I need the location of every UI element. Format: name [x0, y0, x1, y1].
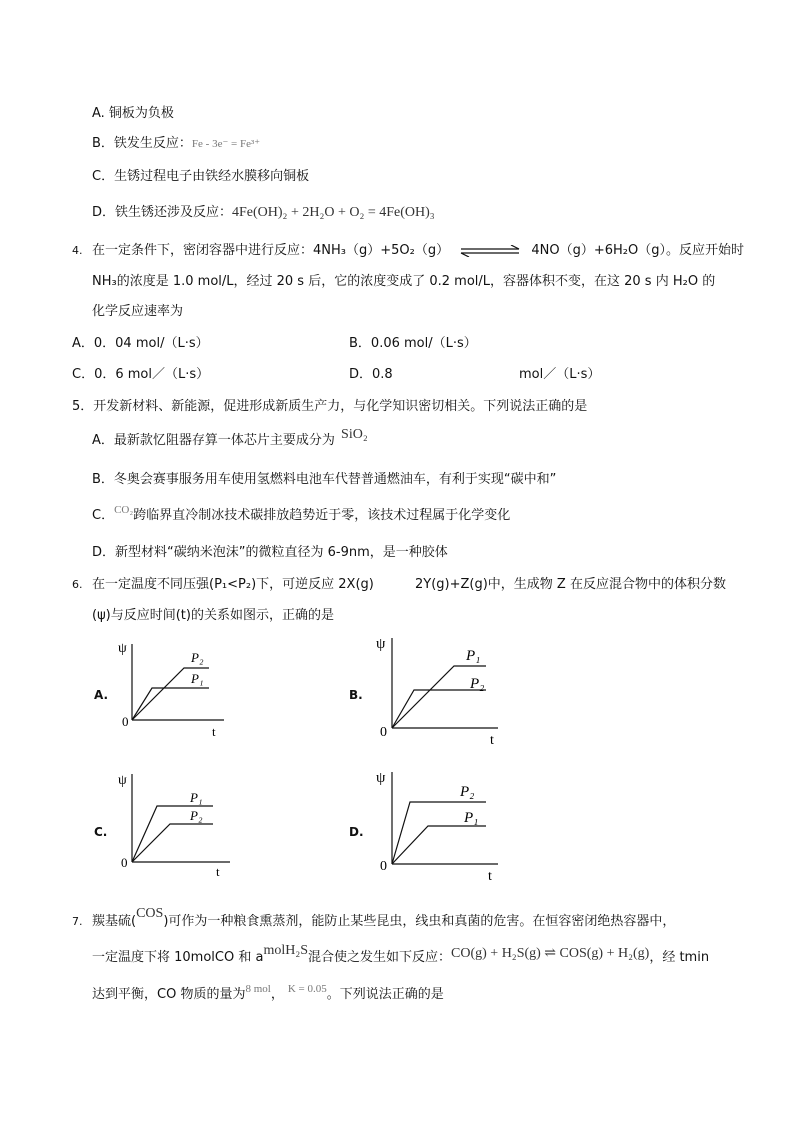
- q4-stem-line1: 在一定条件下，密闭容器中进行反应：4NH₃（g）+5O₂（g） 4NO（g）+6H₂O（g）。反应开始时: [92, 243, 745, 258]
- q3-option-c: C．生锈过程电子由铁经水膜移向铜板: [92, 169, 310, 184]
- curve-top-label: P₂: [460, 784, 475, 800]
- q4-stem-line2: NH₃的浓度是 1.0 mol/L，经过 20 s 后，它的浓度变成了 0.2 mol/L，容器体积不变，在这 20 s 内 H₂O 的: [92, 274, 716, 289]
- curve-top-label: P₂: [191, 650, 204, 665]
- q3-option-d-formula: 4Fe(OH)₂ + 2H₂O + O₂ = 4Fe(OH)₃: [232, 205, 435, 220]
- y-axis-label: ψ: [118, 641, 127, 656]
- q5-option-c-formula: CO₂: [114, 504, 134, 516]
- q6-graph-a: [112, 638, 232, 738]
- curve-bottom-label: P₂: [470, 676, 485, 692]
- q3-option-b: B．铁发生反应：Fe - 3e⁻ = Fe³⁺: [92, 136, 261, 151]
- curve-top-label: P₁: [190, 790, 203, 805]
- curve-bottom-label: P₁: [464, 810, 479, 826]
- q4-option-d: D．0.8: [349, 367, 393, 382]
- q5-option-d: D．新型材料“碳纳米泡沫”的微粒直径为 6-9nm，是一种胶体: [92, 545, 448, 560]
- q4-option-c: C．0．6 mol／（L·s）: [72, 367, 210, 382]
- q4-option-a: A．0．04 mol/（L·s）: [72, 336, 209, 351]
- curve-bottom: [392, 690, 486, 728]
- q7-mol8: 8 mol: [245, 983, 271, 995]
- x-axis-label: t: [488, 869, 492, 884]
- curve-top-label: P₁: [466, 648, 481, 664]
- q7-cos-formula: COS: [136, 906, 164, 921]
- origin-label: 0: [121, 855, 128, 870]
- equilibrium-arrow-icon: [459, 245, 521, 257]
- q6-option-d-label: D.: [349, 825, 364, 839]
- q6-graph-d: [370, 766, 510, 884]
- q5-option-c: C．$^{CO_2}$跨临界直冷制冰技术碳排放趋势近于零，该技术过程属于化学变化: [92, 504, 511, 523]
- q4-stem-line3: 化学反应速率为: [92, 304, 184, 319]
- q6-stem-line2: (ψ)与反应时间(t)的关系如图示，正确的是: [92, 608, 334, 623]
- y-axis-label: ψ: [376, 770, 386, 786]
- q5-option-a-formula: SiO₂: [341, 427, 368, 442]
- q6-graph-b: [370, 632, 510, 747]
- x-axis-label: t: [490, 733, 494, 747]
- curve-bottom: [132, 824, 213, 862]
- y-axis-label: ψ: [118, 773, 127, 788]
- q4-option-b: B．0.06 mol/（L·s）: [349, 336, 477, 351]
- q6-option-b-label: B.: [349, 688, 363, 702]
- origin-label: 0: [380, 859, 387, 874]
- q7-stem-line1: 羰基硫(COS)可作为一种粮食熏蒸剂，能防止某些昆虫，线虫和真菌的危害。在恒容密闭绝热容器中，: [92, 906, 676, 929]
- q7-h2s-formula: molH₂S: [263, 943, 309, 958]
- q7-stem-line3: 达到平衡，CO 物质的量为$^{8 mol}$， $^{K = 0.05}$。下列说法正确的是: [92, 983, 444, 1002]
- x-axis-label: t: [212, 724, 216, 738]
- curve-bottom-label: P₁: [191, 671, 204, 686]
- curve-bottom-label: P₂: [190, 808, 203, 823]
- q6-option-c-label: C.: [94, 825, 108, 839]
- q3-option-a: A. 铜板为负极: [92, 106, 174, 121]
- q3-option-b-formula: Fe - 3e⁻ = Fe³⁺: [191, 138, 261, 150]
- origin-label: 0: [380, 725, 387, 740]
- q3-option-d: D．铁生锈还涉及反应：4Fe(OH)₂ + 2H₂O + O₂ = 4Fe(OH)₃: [92, 205, 435, 220]
- q5-option-a: A．最新款忆阻器存算一体芯片主要成分为 SiO₂: [92, 427, 368, 448]
- q4-option-d-unit: mol／（L·s）: [519, 367, 601, 382]
- x-axis-label: t: [216, 864, 220, 878]
- origin-label: 0: [122, 714, 129, 729]
- q6-stem-line1a: 在一定温度不同压强(P₁<P₂)下，可逆反应 2X(g): [92, 577, 374, 592]
- q7-reaction-formula: CO(g) + H₂S(g) ⇌ COS(g) + H₂(g): [451, 946, 650, 961]
- q6-stem-line1b: 2Y(g)+Z(g)中，生成物 Z 在反应混合物中的体积分数: [415, 577, 726, 592]
- q7-k-value: K = 0.05: [287, 983, 327, 995]
- q5-stem: 5．开发新材料、新能源，促进形成新质生产力，与化学知识密切相关。下列说法正确的是: [72, 399, 588, 414]
- y-axis-label: ψ: [376, 636, 386, 652]
- q6-option-a-label: A.: [94, 688, 109, 702]
- q7-number: 7.: [72, 915, 83, 928]
- q5-option-b: B．冬奥会赛事服务用车使用氢燃料电池车代替普通燃油车，有利于实现“碳中和”: [92, 472, 557, 487]
- q6-graph-c: [112, 768, 237, 878]
- q7-stem-line2: 一定温度下将 10molCO 和 amolH₂S混合使之发生如下反应：CO(g) + H₂S(g) ⇌ COS(g) + H₂(g)，经 tmin: [92, 943, 710, 965]
- curve-bottom: [132, 688, 209, 720]
- curve-bottom: [392, 826, 486, 864]
- q4-number: 4.: [72, 244, 83, 257]
- q6-number: 6.: [72, 578, 83, 591]
